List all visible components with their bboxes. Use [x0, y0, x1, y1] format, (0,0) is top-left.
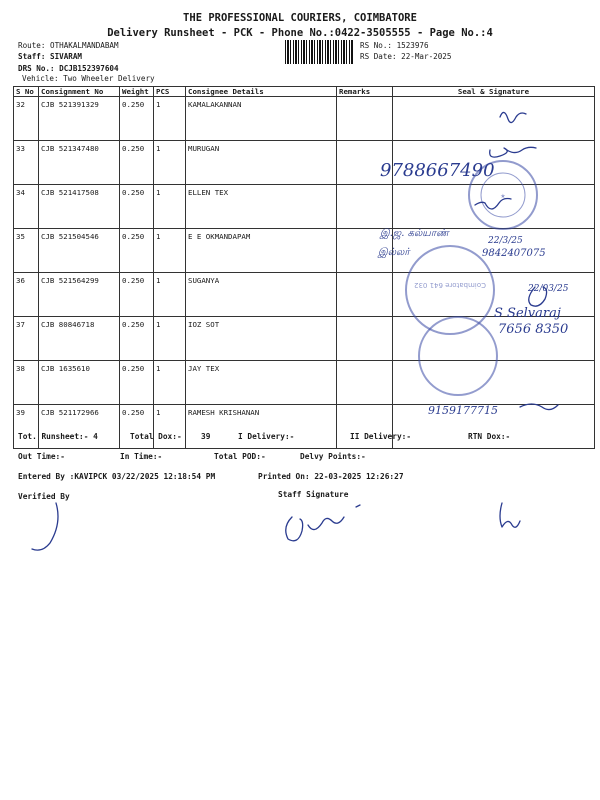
- signature-row34: [475, 199, 511, 210]
- verified-by-label: Verified By: [18, 492, 70, 501]
- col-sno: S No: [14, 87, 39, 97]
- handwritten-phone-2: 9842407075: [482, 248, 546, 259]
- runsheet-title: Delivery Runsheet - PCK - Phone No.:0422-3505555 - Page No.:4: [107, 27, 493, 39]
- cell-consignee: E E OKMANDAPAM: [186, 229, 337, 273]
- col-consignee: Consignee Details: [186, 87, 337, 97]
- cell-weight: 0.250: [120, 229, 154, 273]
- staff-signature-label: Staff Signature: [278, 490, 349, 499]
- cell-weight: 0.250: [120, 273, 154, 317]
- vehicle-label: Vehicle: Two Wheeler Delivery: [22, 74, 155, 83]
- ii-delivery-label: II Delivery:-: [350, 432, 412, 441]
- out-time-label: Out Time:-: [18, 452, 65, 461]
- signature-row33: [490, 147, 536, 157]
- cell-weight: 0.250: [120, 97, 154, 141]
- cell-consignment: CJB 521391329: [39, 97, 120, 141]
- col-consignment: Consignment No: [39, 87, 120, 97]
- staff-initials: [500, 503, 520, 527]
- printed-on: Printed On: 22-03-2025 12:26:27: [258, 472, 404, 481]
- cell-sno: 32: [14, 97, 39, 141]
- cell-consignment: CJB 521417508: [39, 185, 120, 229]
- cell-consignee: SUGANYA: [186, 273, 337, 317]
- rtn-dox-label: RTN Dox:-: [468, 432, 511, 441]
- cell-consignment: CJB 521504546: [39, 229, 120, 273]
- footer-signatures: [30, 495, 570, 565]
- cell-weight: 0.250: [120, 405, 154, 449]
- handwritten-phone-4: 9159177715: [428, 404, 498, 417]
- cell-consignee: RAMESH KRISHANAN: [186, 405, 337, 449]
- coimbatore-stamp-text: Coimbatore 641 032: [414, 281, 486, 289]
- cell-sno: 33: [14, 141, 39, 185]
- route-label: Route: OTHAKALMANDABAM: [18, 41, 119, 50]
- cell-consignee: JAY TEX: [186, 361, 337, 405]
- verified-signature: [32, 503, 58, 550]
- cell-sno: 35: [14, 229, 39, 273]
- in-time-label: In Time:-: [120, 452, 163, 461]
- cell-pcs: 1: [154, 361, 186, 405]
- col-remarks: Remarks: [337, 87, 393, 97]
- col-weight: Weight: [120, 87, 154, 97]
- cell-sno: 34: [14, 185, 39, 229]
- cell-pcs: 1: [154, 97, 186, 141]
- handwritten-tamil-1: இ.ஜ. கல்யாண்: [380, 228, 449, 239]
- entered-by: Entered By :KAVIPCK 03/22/2025 12:18:54 PM: [18, 472, 216, 481]
- cell-consignment: CJB 521172966: [39, 405, 120, 449]
- cell-consignee: IOZ SOT: [186, 317, 337, 361]
- cell-consignment: CJB 521347480: [39, 141, 120, 185]
- cell-weight: 0.250: [120, 361, 154, 405]
- handwritten-phone-1: 9788667490: [380, 160, 495, 181]
- signature-row39: [520, 404, 558, 410]
- handwritten-phone-3: 7656 8350: [498, 322, 569, 337]
- i-delivery-label: I Delivery:-: [238, 432, 295, 441]
- cell-sno: 37: [14, 317, 39, 361]
- cell-weight: 0.250: [120, 185, 154, 229]
- barcode: [285, 40, 353, 64]
- handwritten-tamil-2: இல்லர்: [378, 247, 410, 258]
- total-runsheet: Tot. Runsheet:- 4: [18, 432, 98, 441]
- signatures-overlay: [370, 95, 595, 435]
- cell-consignee: MURUGAN: [186, 141, 337, 185]
- total-pod-label: Total POD:-: [214, 452, 266, 461]
- cell-consignee: ELLEN TEX: [186, 185, 337, 229]
- handwritten-date-2: 22/03/25: [528, 284, 569, 294]
- col-seal: Seal & Signature: [393, 87, 595, 97]
- cell-consignment: CJB 1635610: [39, 361, 120, 405]
- cell-pcs: 1: [154, 405, 186, 449]
- staff-signature: [286, 505, 360, 541]
- cell-consignment: CJB 521564299: [39, 273, 120, 317]
- svg-text:★: ★: [500, 193, 506, 200]
- cell-pcs: 1: [154, 185, 186, 229]
- staff-label: Staff: SIVARAM: [18, 52, 83, 61]
- cell-sno: 39: [14, 405, 39, 449]
- handwritten-name: S Selvaraj: [494, 306, 561, 321]
- cell-weight: 0.250: [120, 317, 154, 361]
- company-title: THE PROFESSIONAL COURIERS, COIMBATORE: [183, 12, 417, 24]
- cell-consignment: CJB 80846718: [39, 317, 120, 361]
- drs-label: DRS No.: DCJB152397604: [18, 64, 119, 73]
- cell-pcs: 1: [154, 317, 186, 361]
- handwritten-date-1: 22/3/25: [488, 236, 523, 246]
- delvy-points-label: Delvy Points:-: [300, 452, 366, 461]
- cell-pcs: 1: [154, 229, 186, 273]
- cell-sno: 38: [14, 361, 39, 405]
- cell-consignee: KAMALAKANNAN: [186, 97, 337, 141]
- total-dox-value: 39: [201, 432, 211, 441]
- rs-date: RS Date: 22-Mar-2025: [360, 52, 452, 61]
- rs-no: RS No.: 1523976: [360, 41, 429, 50]
- col-pcs: PCS: [154, 87, 186, 97]
- cell-sno: 36: [14, 273, 39, 317]
- cell-pcs: 1: [154, 141, 186, 185]
- cell-pcs: 1: [154, 273, 186, 317]
- cell-weight: 0.250: [120, 141, 154, 185]
- signature-row32: [500, 112, 526, 122]
- total-dox-label: Total Dox:-: [130, 432, 182, 441]
